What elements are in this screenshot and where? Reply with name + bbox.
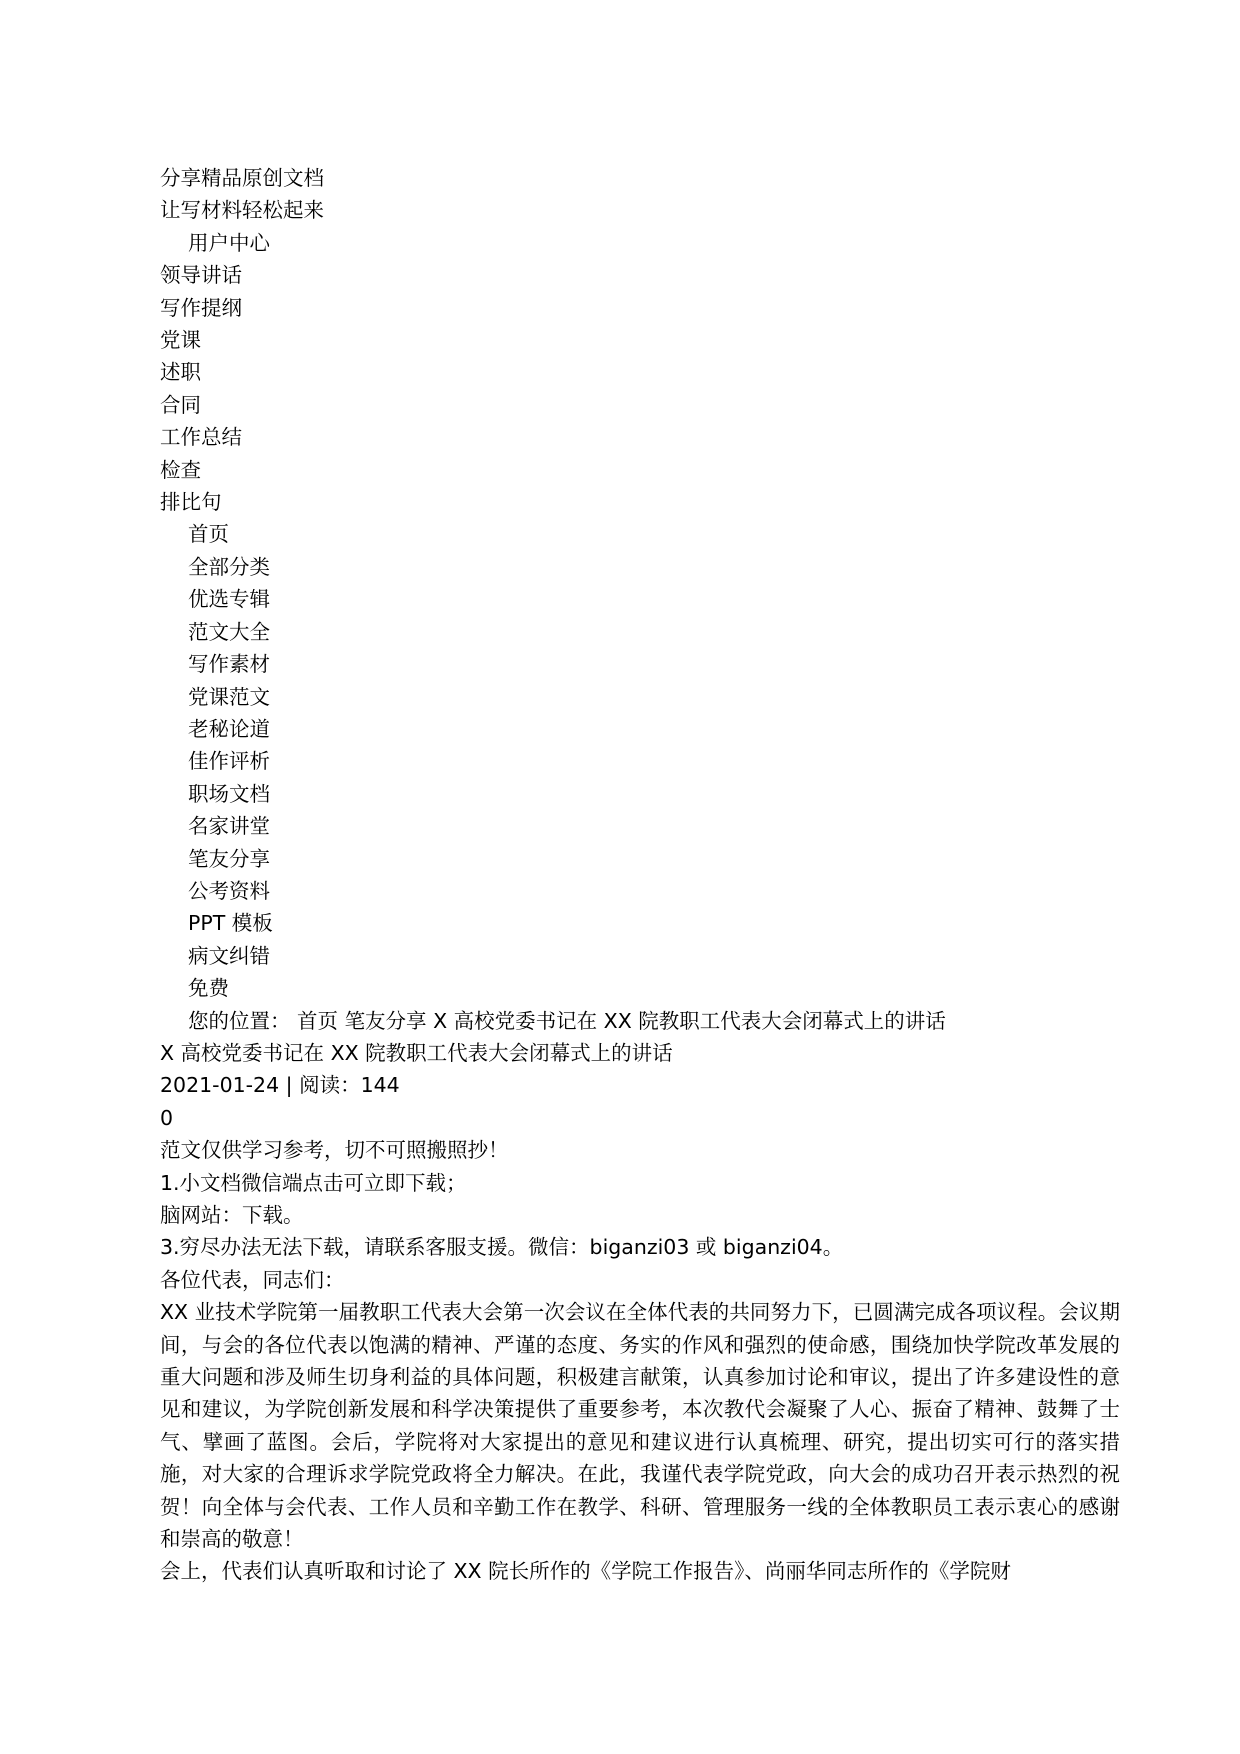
user-center-link[interactable]: 用户中心 — [188, 230, 270, 255]
download-tip-3: 3.穷尽办法无法下载，请联系客服支援。微信：biganzi03 或 biganzi04。 — [160, 1235, 844, 1260]
download-tip-2: 脑网站：下载。 — [160, 1203, 304, 1227]
article-paragraph-1: XX 业技术学院第一届教职工代表大会第一次会议在全体代表的共同努力下，已圆满完成各项议程。会议期间，与会的各位代表以饱满的精神、严谨的态度、务实的作风和强烈的使命感，围绕加快学院改革发展的重大问题和涉及师生切身利益的具体问题，积极建言献策，认真参加讨论和审议，提出了许多建设性的意见和建议，为学院创新发展和科学决策提供了重要参考，本次教代会凝聚了人心、振奋了精神、鼓舞了士气、擘画了蓝图。会后，学院将对大家提出的意见和建议进行认真梳理、研究，提出切实可行的落实措施，对大家的合理诉求学院党政将全力解决。在此，我谨代表学院党政，向大会的成功召开表示热烈的祝贺！向全体与会代表、工作人员和辛勤工作在教学、科研、管理服务一线的全体教职员工表示衷心的感谢和崇高的敬意！ — [160, 1300, 1120, 1552]
top-nav-item-party-lecture[interactable]: 党课 — [160, 328, 201, 353]
article-title: X 高校党委书记在 XX 院教职工代表大会闭幕式上的讲话 — [160, 1040, 673, 1065]
main-nav — [160, 518, 1120, 1004]
breadcrumb-home[interactable]: 首页 — [297, 1008, 339, 1033]
main-nav-item-home[interactable]: 首页 — [188, 522, 229, 547]
top-nav-item-contract[interactable]: 合同 — [160, 392, 201, 417]
main-nav-item-materials[interactable]: 写作素材 — [188, 652, 270, 677]
top-nav-item-work-summary[interactable]: 工作总结 — [160, 425, 242, 450]
main-nav-item-workplace-docs[interactable]: 职场文档 — [188, 781, 270, 806]
main-nav-item-free[interactable]: 免费 — [188, 976, 229, 1001]
site-slogan-2: 让写材料轻松起来 — [160, 198, 324, 223]
main-nav-item-featured[interactable]: 优选专辑 — [188, 587, 270, 612]
main-nav-item-secretary-talk[interactable]: 老秘论道 — [188, 716, 270, 741]
breadcrumb — [160, 1005, 1120, 1037]
main-nav-item-party-samples[interactable]: 党课范文 — [188, 684, 270, 709]
copy-notice: 范文仅供学习参考，切不可照搬照抄！ — [160, 1138, 509, 1163]
main-nav-item-all-categories[interactable]: 全部分类 — [188, 554, 270, 579]
main-nav-item-exam-materials[interactable]: 公考资料 — [188, 878, 270, 903]
top-nav — [160, 259, 1120, 518]
document-page — [160, 162, 1120, 1588]
top-nav-item-report[interactable]: 述职 — [160, 360, 201, 385]
top-nav-item-leader-speech[interactable]: 领导讲话 — [160, 263, 242, 288]
main-nav-item-lectures[interactable]: 名家讲堂 — [188, 814, 270, 839]
main-nav-item-friend-share[interactable]: 笔友分享 — [188, 846, 270, 871]
article-paragraph-2: 会上，代表们认真听取和讨论了 XX 院长所作的《学院工作报告》、尚丽华同志所作的《学院财 — [160, 1559, 1011, 1584]
download-tip-1: 1.小文档微信端点击可立即下载； — [160, 1170, 467, 1195]
breadcrumb-category[interactable]: 笔友分享 — [344, 1008, 427, 1033]
top-nav-item-parallelism[interactable]: 排比句 — [160, 490, 222, 515]
main-nav-item-samples[interactable]: 范文大全 — [188, 619, 270, 644]
top-nav-item-outline[interactable]: 写作提纲 — [160, 295, 242, 320]
main-nav-item-reviews[interactable]: 佳作评析 — [188, 749, 270, 774]
top-nav-item-inspection[interactable]: 检查 — [160, 457, 201, 482]
article-meta: 2021-01-24 | 阅读：144 — [160, 1073, 400, 1098]
main-nav-item-error-correction[interactable]: 病文纠错 — [188, 943, 270, 968]
article-greeting: 各位代表，同志们： — [160, 1267, 345, 1292]
breadcrumb-current: X 高校党委书记在 XX 院教职工代表大会闭幕式上的讲话 — [433, 1008, 946, 1033]
like-count[interactable]: 0 — [160, 1105, 174, 1130]
main-nav-item-ppt-templates[interactable]: PPT 模板 — [188, 911, 273, 936]
site-slogan-1: 分享精品原创文档 — [160, 166, 324, 190]
breadcrumb-label: 您的位置： — [188, 1008, 291, 1033]
